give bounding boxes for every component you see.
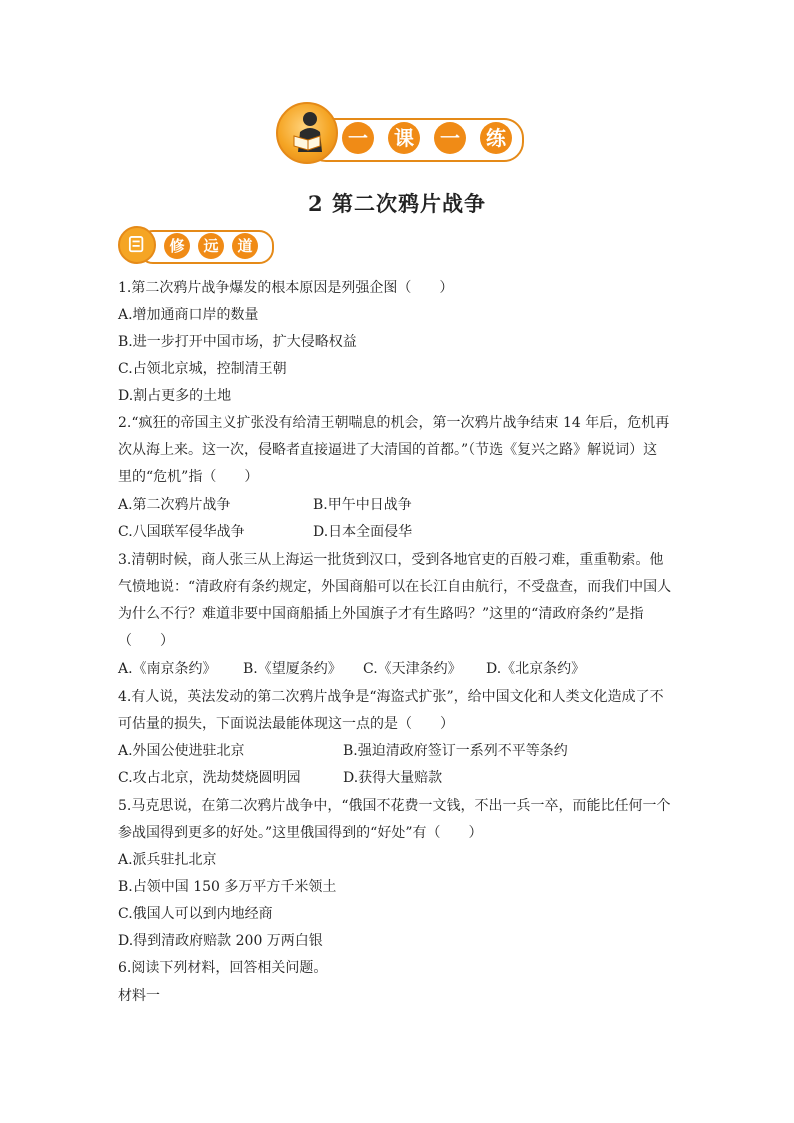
q3-option-d: D.《北京条约》 bbox=[486, 661, 586, 677]
q6-material-label: 材料一 bbox=[118, 988, 160, 1004]
q3-stem-line-4: （ ） bbox=[118, 633, 174, 649]
page-title: 2 第二次鸦片战争 bbox=[308, 191, 486, 216]
q3-option-b: B.《望厦条约》 bbox=[243, 661, 342, 677]
q5-stem-line-1: 5.马克思说，在第二次鸦片战争中，“俄国不花费一文钱，不出一兵一卒，而能比任何一个 bbox=[118, 798, 671, 814]
q2-option-b: B.甲午中日战争 bbox=[313, 497, 412, 513]
section-tag bbox=[118, 226, 272, 264]
q3-option-a: A.《南京条约》 bbox=[118, 661, 217, 677]
q1-option-b: B.进一步打开中国市场，扩大侵略权益 bbox=[118, 334, 357, 350]
section-char-1: 修 bbox=[164, 233, 190, 259]
q5-option-d: D.得到清政府赔款 200 万两白银 bbox=[118, 933, 323, 949]
header-banner bbox=[276, 102, 522, 162]
q3-stem-line-1: 3.清朝时候，商人张三从上海运一批货到汉口，受到各地官吏的百般刁难，重重勒索。他 bbox=[118, 552, 664, 568]
q5-option-a: A.派兵驻扎北京 bbox=[118, 852, 217, 868]
q1-option-d: D.割占更多的土地 bbox=[118, 388, 232, 404]
q2-stem-line-3: 里的“危机”指（ ） bbox=[118, 469, 259, 485]
q3-option-c: C.《天津条约》 bbox=[363, 661, 462, 677]
q2-option-d: D.日本全面侵华 bbox=[313, 524, 413, 540]
scroll-icon bbox=[118, 226, 156, 264]
q2-option-c: C.八国联军侵华战争 bbox=[118, 524, 245, 540]
q1-option-a: A.增加通商口岸的数量 bbox=[118, 307, 259, 323]
q4-stem-line-1: 4.有人说，英法发动的第二次鸦片战争是“海盗式扩张”，给中国文化和人类文化造成了不 bbox=[118, 689, 664, 705]
q5-stem-line-2: 参战国得到更多的好处。”这里俄国得到的“好处”有（ ） bbox=[118, 825, 483, 841]
banner-char-3: 一 bbox=[434, 122, 466, 154]
banner-char-2: 课 bbox=[388, 122, 420, 154]
q4-stem-line-2: 可估量的损失，下面说法最能体现这一点的是（ ） bbox=[118, 716, 454, 732]
q2-option-a: A.第二次鸦片战争 bbox=[118, 497, 231, 513]
q4-option-d: D.获得大量赔款 bbox=[343, 770, 443, 786]
section-char-2: 远 bbox=[198, 233, 224, 259]
q4-option-c: C.攻占北京，洗劫焚烧圆明园 bbox=[118, 770, 301, 786]
section-char-3: 道 bbox=[232, 233, 258, 259]
q2-stem-line-1: 2.“疯狂的帝国主义扩张没有给清王朝喘息的机会，第一次鸦片战争结束 14 年后，危机再 bbox=[118, 415, 670, 431]
q3-stem-line-2: 气愤地说：“清政府有条约规定，外国商船可以在长江自由航行，不受盘查，而我们中国人 bbox=[118, 579, 672, 595]
q2-stem-line-2: 次从海上来。这一次，侵略者直接逼进了大清国的首都。”（节选《复兴之路》解说词）这 bbox=[118, 442, 658, 458]
q4-option-b: B.强迫清政府签订一系列不平等条约 bbox=[343, 743, 568, 759]
q4-option-a: A.外国公使进驻北京 bbox=[118, 743, 245, 759]
q1-stem: 1.第二次鸦片战争爆发的根本原因是列强企图（ ） bbox=[118, 280, 454, 296]
q5-option-b: B.占领中国 150 多万平方千米领土 bbox=[118, 879, 337, 895]
banner-char-1: 一 bbox=[342, 122, 374, 154]
q6-stem: 6.阅读下列材料，回答相关问题。 bbox=[118, 960, 328, 976]
reader-icon bbox=[282, 106, 332, 156]
q1-option-c: C.占领北京城，控制清王朝 bbox=[118, 361, 287, 377]
q3-stem-line-3: 为什么不行？难道非要中国商船插上外国旗子才有生路吗？”这里的“清政府条约”是指 bbox=[118, 606, 644, 622]
q5-option-c: C.俄国人可以到内地经商 bbox=[118, 906, 273, 922]
banner-char-4: 练 bbox=[480, 122, 512, 154]
